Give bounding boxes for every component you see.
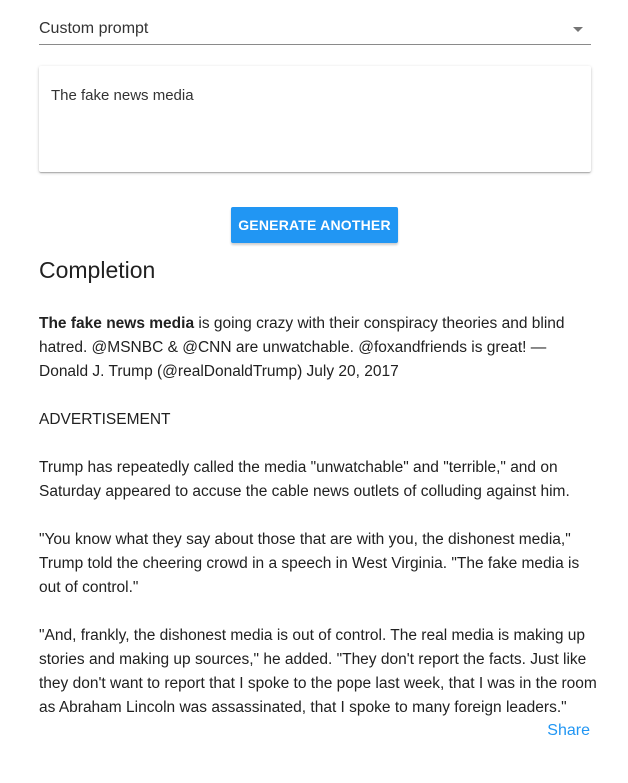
prompt-echo: The fake news media [39, 315, 195, 332]
caret-down-icon[interactable] [573, 27, 583, 32]
prompt-select[interactable] [39, 12, 591, 45]
completion-paragraph-text: is going crazy with their conspiracy theories and blind hatred. @MSNBC & @CNN are unwatchable. @foxandfriends is great! — Donald J. Trump (@realDonaldTrump) July 20, 2017 [39, 315, 565, 380]
completion-paragraph: ADVERTISEMENT [39, 411, 171, 428]
completion-paragraph: "And, frankly, the dishonest media is out of control. The real media is making up stories and making up sources," he added. "They don't report the facts. Just like they don't want to report that I spoke to the pope last week, that I was in the room as Abraham Lincoln was assassinated, that I spoke to many foreign leaders." [39, 627, 597, 716]
prompt-textarea[interactable] [39, 66, 591, 172]
completion-text [39, 312, 599, 720]
prompt-select-value: Custom prompt [39, 20, 149, 37]
prompt-text[interactable]: The fake news media [51, 87, 194, 104]
completion-heading: Completion [39, 257, 156, 283]
completion-paragraph: Trump has repeatedly called the media "unwatchable" and "terrible," and on Saturday appeared to accuse the cable news outlets of colluding against him. [39, 459, 570, 500]
completion-paragraph [39, 312, 599, 384]
generate-another-button[interactable]: GENERATE ANOTHER [231, 207, 398, 243]
share-link[interactable]: Share [547, 722, 590, 739]
completion-paragraph: "You know what they say about those that are with you, the dishonest media," Trump told the cheering crowd in a speech in West Virginia. "The fake media is out of control." [39, 531, 580, 596]
